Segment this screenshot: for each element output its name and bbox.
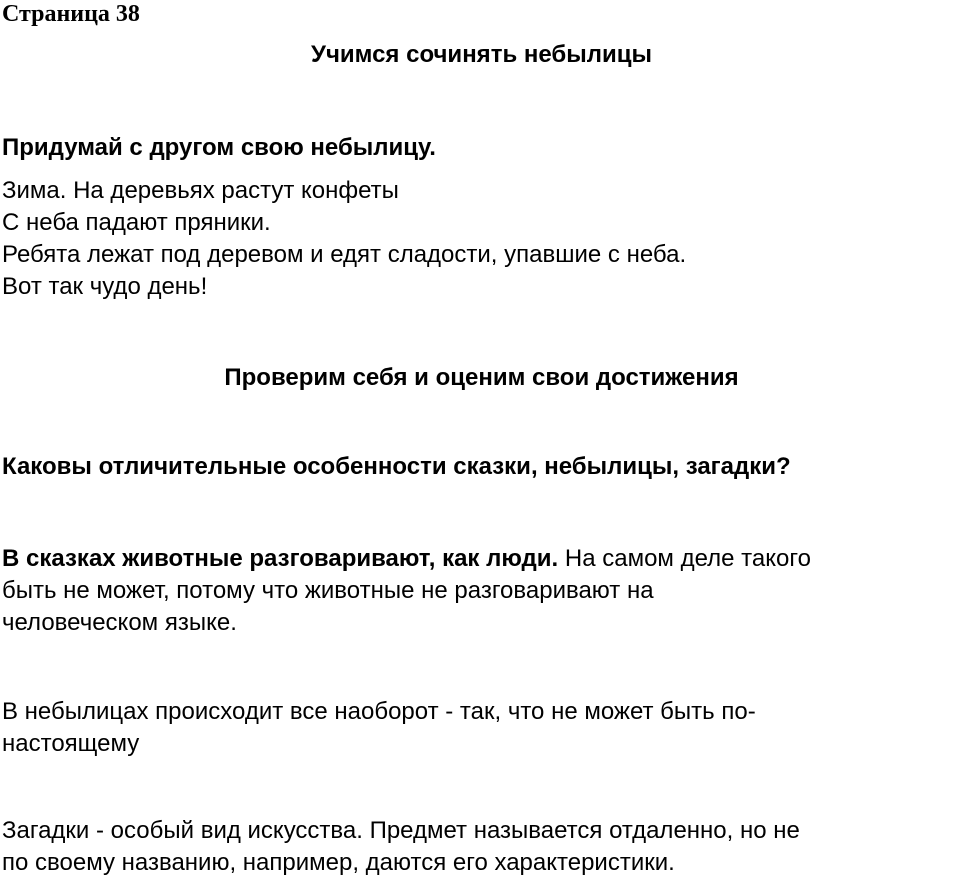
task-heading: Придумай с другом свою небылицу. [2, 134, 436, 161]
tall-tale-line: Ребята лежат под деревом и едят сладости, упавшие с неба. [2, 241, 687, 268]
answer-fairy-tale [2, 543, 960, 639]
answer-line: Загадки - особый вид искусства. Предмет называется отдаленно, но не [2, 817, 800, 844]
answer-line: по своему названию, например, даются его характеристики. [2, 849, 675, 876]
section-title-self-check: Проверим себя и оценим свои достижения [224, 364, 739, 391]
question-heading: Каковы отличительные особенности сказки, небылицы, загадки? [2, 453, 791, 480]
tall-tale-line: С неба падают пряники. [2, 209, 271, 236]
answer-line-rest: На самом деле такого [558, 545, 811, 572]
tall-tale-text [2, 175, 960, 303]
tall-tale-line: Вот так чудо день! [2, 273, 208, 300]
answer-line: быть не может, потому что животные не разговаривают на [2, 577, 654, 604]
answer-line: В небылицах происходит все наоборот - так, что не может быть по- [2, 698, 756, 725]
answer-line: настоящему [2, 730, 140, 757]
answer-line: человеческом языке. [2, 609, 237, 636]
page-number: Страница 38 [2, 1, 140, 27]
section-title-tall-tales: Учимся сочинять небылицы [311, 41, 652, 68]
answer-bold-lead: В сказках животные разговаривают, как люди. [2, 545, 559, 572]
tall-tale-line: Зима. На деревьях растут конфеты [2, 177, 399, 204]
answer-line [2, 543, 960, 575]
answer-tall-tale [2, 696, 960, 760]
answer-riddle [2, 815, 960, 879]
